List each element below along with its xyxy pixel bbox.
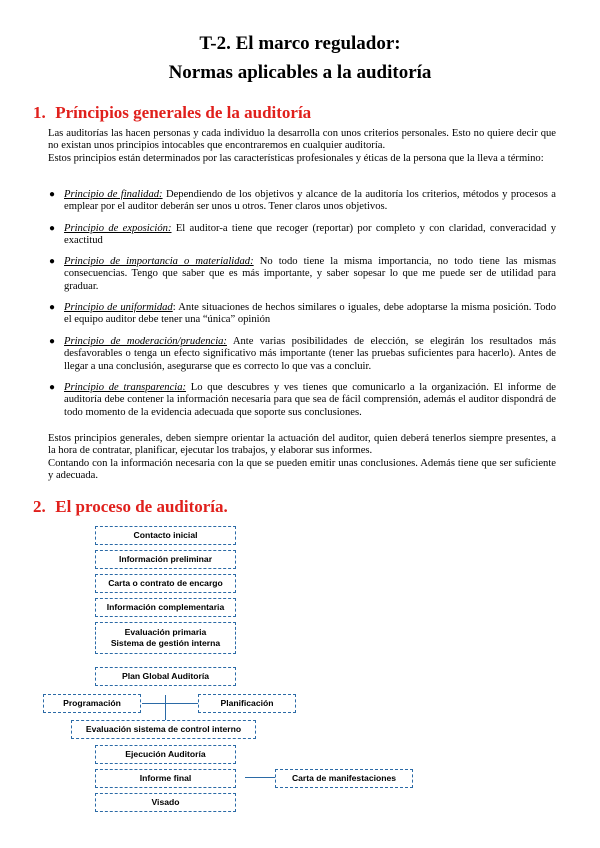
step-label: Información complementaria [106,602,225,612]
step-programacion [43,694,141,713]
bullet-icon: ● [49,223,56,234]
diagram-connector [142,703,198,704]
step-contacto-inicial [95,526,236,545]
bullet-item [48,336,556,373]
step-ejecucion [95,745,236,764]
step-label: Evaluación sistema de control interno [85,724,242,734]
bullet-term: Principio de importancia o materialidad: [64,256,254,267]
step-label: Información preliminar [118,554,213,564]
bullet-icon: ● [49,189,56,200]
bullet-term: Principio de exposición: [64,223,172,234]
step-informe-final [95,769,236,788]
step-carta-manifestaciones [275,769,413,788]
bullet-text: Dependiendo de los objetivos y alcance de la auditoría los criterios, métodos y procesos a emplear por el auditor deberán ser unos u otros. Tener claros unos objetivos. [64,189,556,213]
bullet-item [48,256,556,293]
bullet-icon: ● [49,336,56,347]
step-evaluacion-control-interno [71,720,256,739]
step-label: Ejecución Auditoría [125,749,206,759]
section-1-intro-paragraph: Las auditorías las hacen personas y cada individuo la desarrolla con unos criterios personales. Esto no quiere decir que no existan unos principios intocables que encontraremos en cualquier auditoría. [48,128,556,152]
bullet-item [48,302,556,327]
step-planificacion [198,694,296,713]
bullet-text: Lo que descubres y ves tienes que comunicarlo a la organización. El informe de auditoría debe contener la información necesaria para que sea de fácil comprensión, además el auditor dispondrá de todo momento de la evidencia adecuada que soporte sus conclusiones. [64,382,556,418]
step-label: Plan Global Auditoría [121,671,210,681]
step-carta-contrato [95,574,236,593]
step-visado [95,793,236,812]
section-2-number: 2. [33,497,46,516]
step-label: Informe final [139,773,192,783]
bullet-text: El auditor-a tiene que recoger (reportar) por completo y con claridad, converacidad y exactitud [64,223,556,247]
bullet-text: Ante varias posibilidades de elección, se elegirán los resultados más desfavorables o tenga un efecto significativo más importante (tener las pruebas suficientes para hacerlo). Antes de llegar a una conclusión, asegurarse que es correcto lo que vas a concluir. [64,336,557,372]
bullet-icon: ● [49,256,56,267]
bullet-text: No todo tiene la misma importancia, no todo tiene las mismas consecuencias. Tengo que saber que es más importante, y saber sopesar lo que me puede ser de utilidad para graduar. [64,256,556,292]
section-1-intro-paragraph-2: Estos principios están determinados por las características profesionales y éticas de la persona que la lleva a término: [48,153,544,164]
bullet-term: Principio de uniformidad [64,302,173,313]
section-2-heading [33,497,228,517]
step-label: Carta de manifestaciones [291,773,397,783]
section-2-title: El proceso de auditoría. [55,497,228,516]
document-title-line-1: T-2. El marco regulador: [199,33,401,54]
step-label: Planificación [220,698,274,708]
step-label: Carta o contrato de encargo [108,578,223,588]
document-title-line-2: Normas aplicables a la auditoría [168,62,432,83]
step-label-secondary: Sistema de gestión interna [110,638,221,648]
bullet-item [48,382,556,419]
step-plan-global [95,667,236,686]
step-evaluacion-primaria [95,622,236,654]
step-informacion-complementaria [95,598,236,617]
step-label: Visado [151,797,180,807]
section-1-number: 1. [33,103,46,122]
section-1-title: Príncipios generales de la auditoría [55,103,312,122]
section-1-heading [33,103,311,123]
step-label: Evaluación primaria [124,627,207,637]
bullet-term: Principio de moderación/prudencia: [64,336,227,347]
bullet-item [48,189,556,214]
bullet-text: : Ante situaciones de hechos similares o iguales, debe adoptarse la misma posición. Todo el equipo auditor debe tener una “única” opinión [64,302,556,326]
section-1-closing-paragraph: Estos principios generales, deben siempre orientar la actuación del auditor, quien deberá tenerlos siempre presentes, a la hora de contratar, planificar, ejecutar los trabajos, y elaborar sus informes. [48,433,556,457]
step-informacion-preliminar [95,550,236,569]
bullet-icon: ● [49,382,56,393]
step-label: Contacto inicial [133,530,198,540]
step-label: Programación [63,698,121,708]
section-1-closing-paragraph-2: Contando con la información necesaria con la que se pueden emitir unas conclusiones. Además tiene que ser suficiente y adecuada. [48,458,556,482]
bullet-term: Principio de finalidad: [64,189,163,200]
diagram-connector [245,777,275,778]
bullet-item [48,223,556,248]
bullet-icon: ● [49,302,56,313]
bullet-term: Principio de transparencia: [64,382,187,393]
